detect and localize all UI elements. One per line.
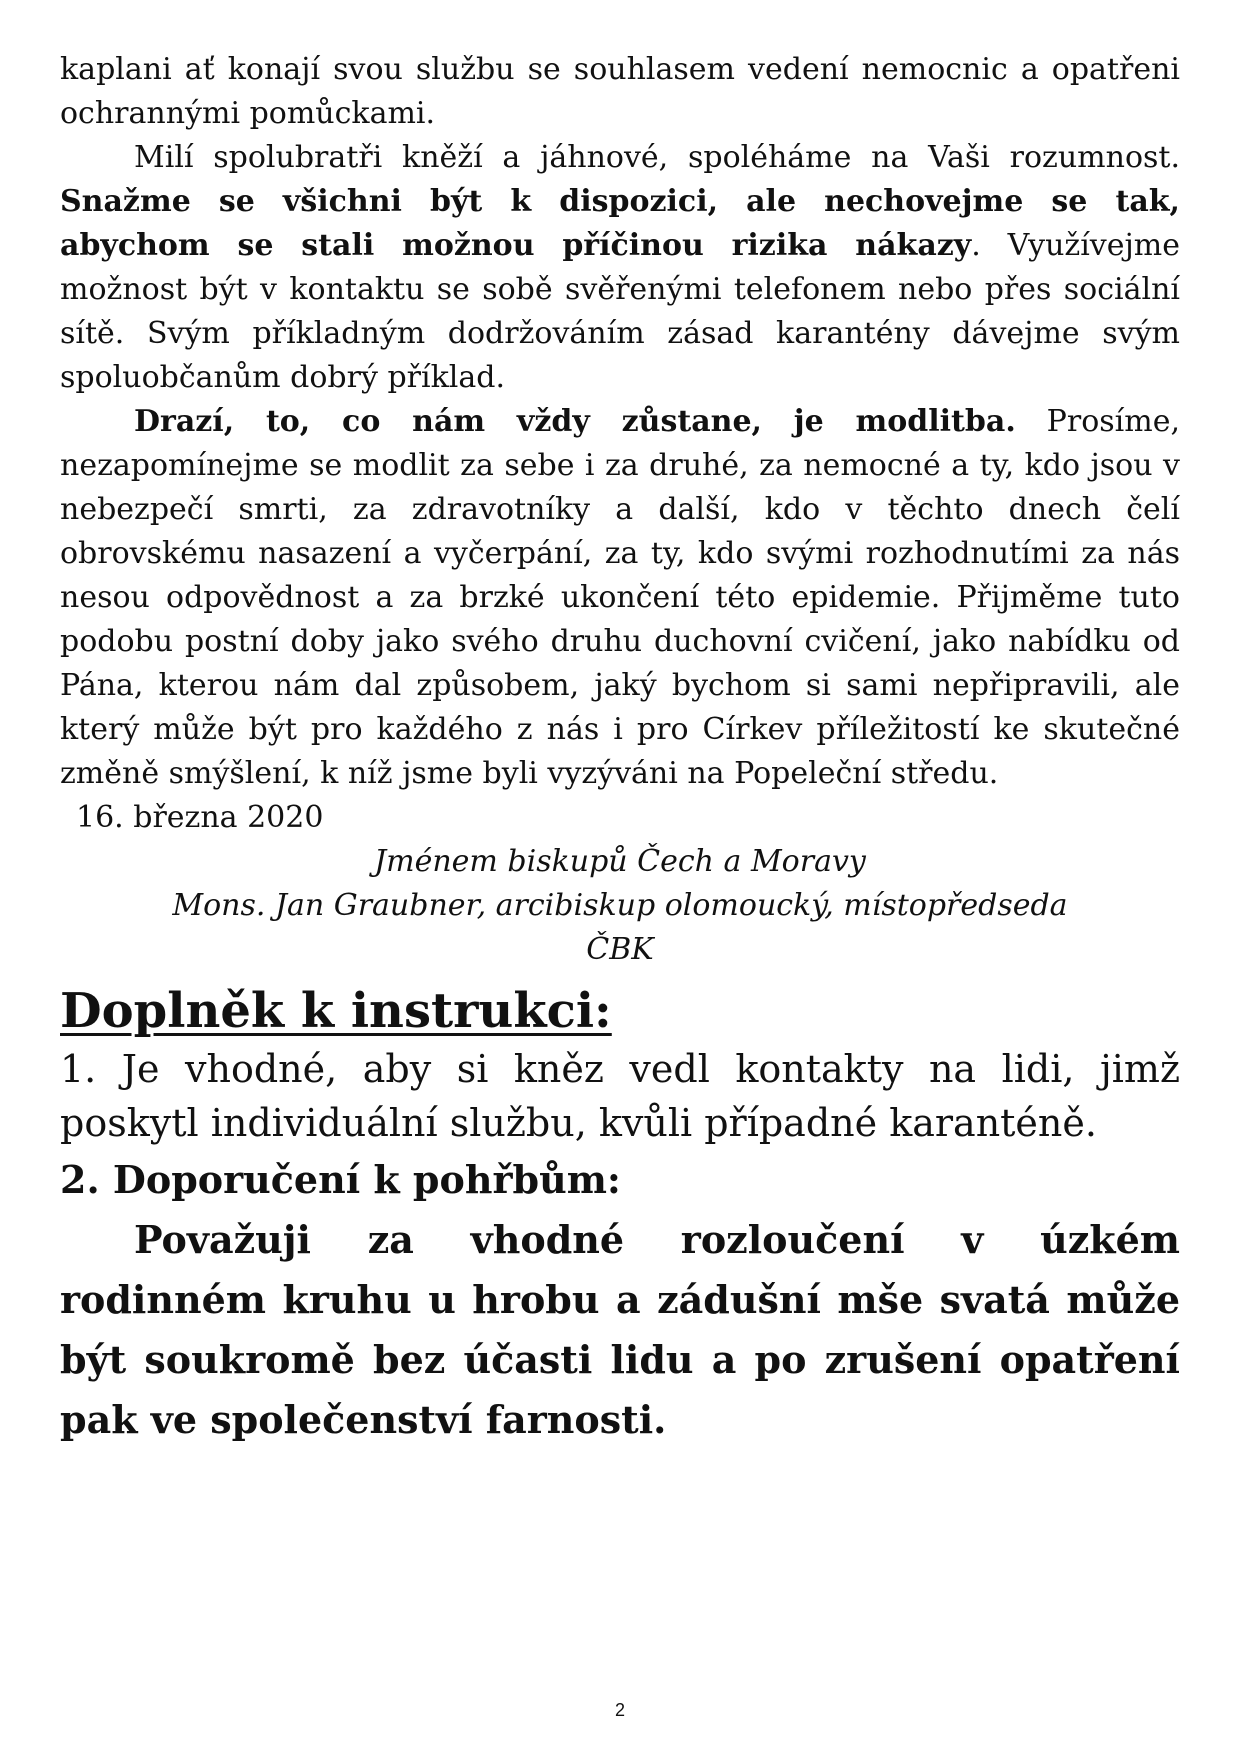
prayer-rest: Prosíme, nezapomínejme se modlit za sebe i za druhé, za nemocné a ty, kdo jsou v nebezpečí smrti, za zdravotníky a další, kdo v těchto dnech čelí obrovskému nasazení a vyčerpání, za ty, kdo svými rozhodnutími za nás nesou odpovědnost a za brzké ukončení této epidemie. Přijměme tuto podobu postní doby jako svého druhu duchovní cvičení, jako nabídku od Pána, kterou nám dal způsobem, jaký bychom si sami nepřipravili, ale který může být pro každého z nás i pro Církev příležitostí ke skutečné změně smýšlení, k níž jsme byli vyzýváni na Popeleční středu. bbox=[60, 404, 1180, 791]
prayer-bold: Drazí, to, co nám vždy zůstane, je modlitba. bbox=[134, 404, 1016, 439]
appeal-rest: . Využívejme možnost být v kontaktu se sobě svěřenými telefonem nebo přes sociální sítě. Svým příkladným dodržováním zásad karantény dávejme svým spoluobčanům dobrý příklad. bbox=[60, 228, 1181, 395]
signature-line-3: ČBK bbox=[586, 932, 654, 967]
document-date: 16. března 2020 bbox=[76, 800, 324, 835]
signature-block bbox=[60, 840, 1180, 972]
page-number: 2 bbox=[614, 1700, 625, 1720]
section-heading: Doplněk k instrukci: bbox=[60, 983, 612, 1039]
paragraph-prayer bbox=[60, 400, 1180, 796]
appeal-bold: Snažme se všichni být k dispozici, ale nechovejme se tak, abychom se stali možnou příčinou rizika nákazy bbox=[60, 184, 1180, 263]
signature-line-2: Mons. Jan Graubner, arcibiskup olomoucký, místopředseda bbox=[172, 888, 1068, 923]
instruction-item-2-text: Považuji za vhodné rozloučení v úzkém rodinném kruhu u hrobu a zádušní mše svatá může být soukromě bez účasti lidu a po zrušení opatření pak ve společenství farnosti. bbox=[60, 1217, 1180, 1442]
paragraph-chaplains: kaplani ať konají svou službu se souhlasem vedení nemocnic a opatřeni ochrannými pomůckami. bbox=[60, 52, 1180, 131]
instruction-item-1: 1. Je vhodné, aby si kněz vedl kontakty na lidi, jimž poskytl individuální službu, kvůli případné karanténě. bbox=[60, 1047, 1180, 1145]
document-page bbox=[60, 48, 1180, 1450]
signature-line-1: Jménem biskupů Čech a Moravy bbox=[374, 844, 866, 879]
paragraph-appeal bbox=[60, 136, 1180, 400]
appeal-lead: Milí spolubratři kněží a jáhnové, spoléháme na Vaši rozumnost. bbox=[134, 140, 1180, 175]
instruction-item-2-title: 2. Doporučení k pohřbům: bbox=[60, 1157, 621, 1202]
